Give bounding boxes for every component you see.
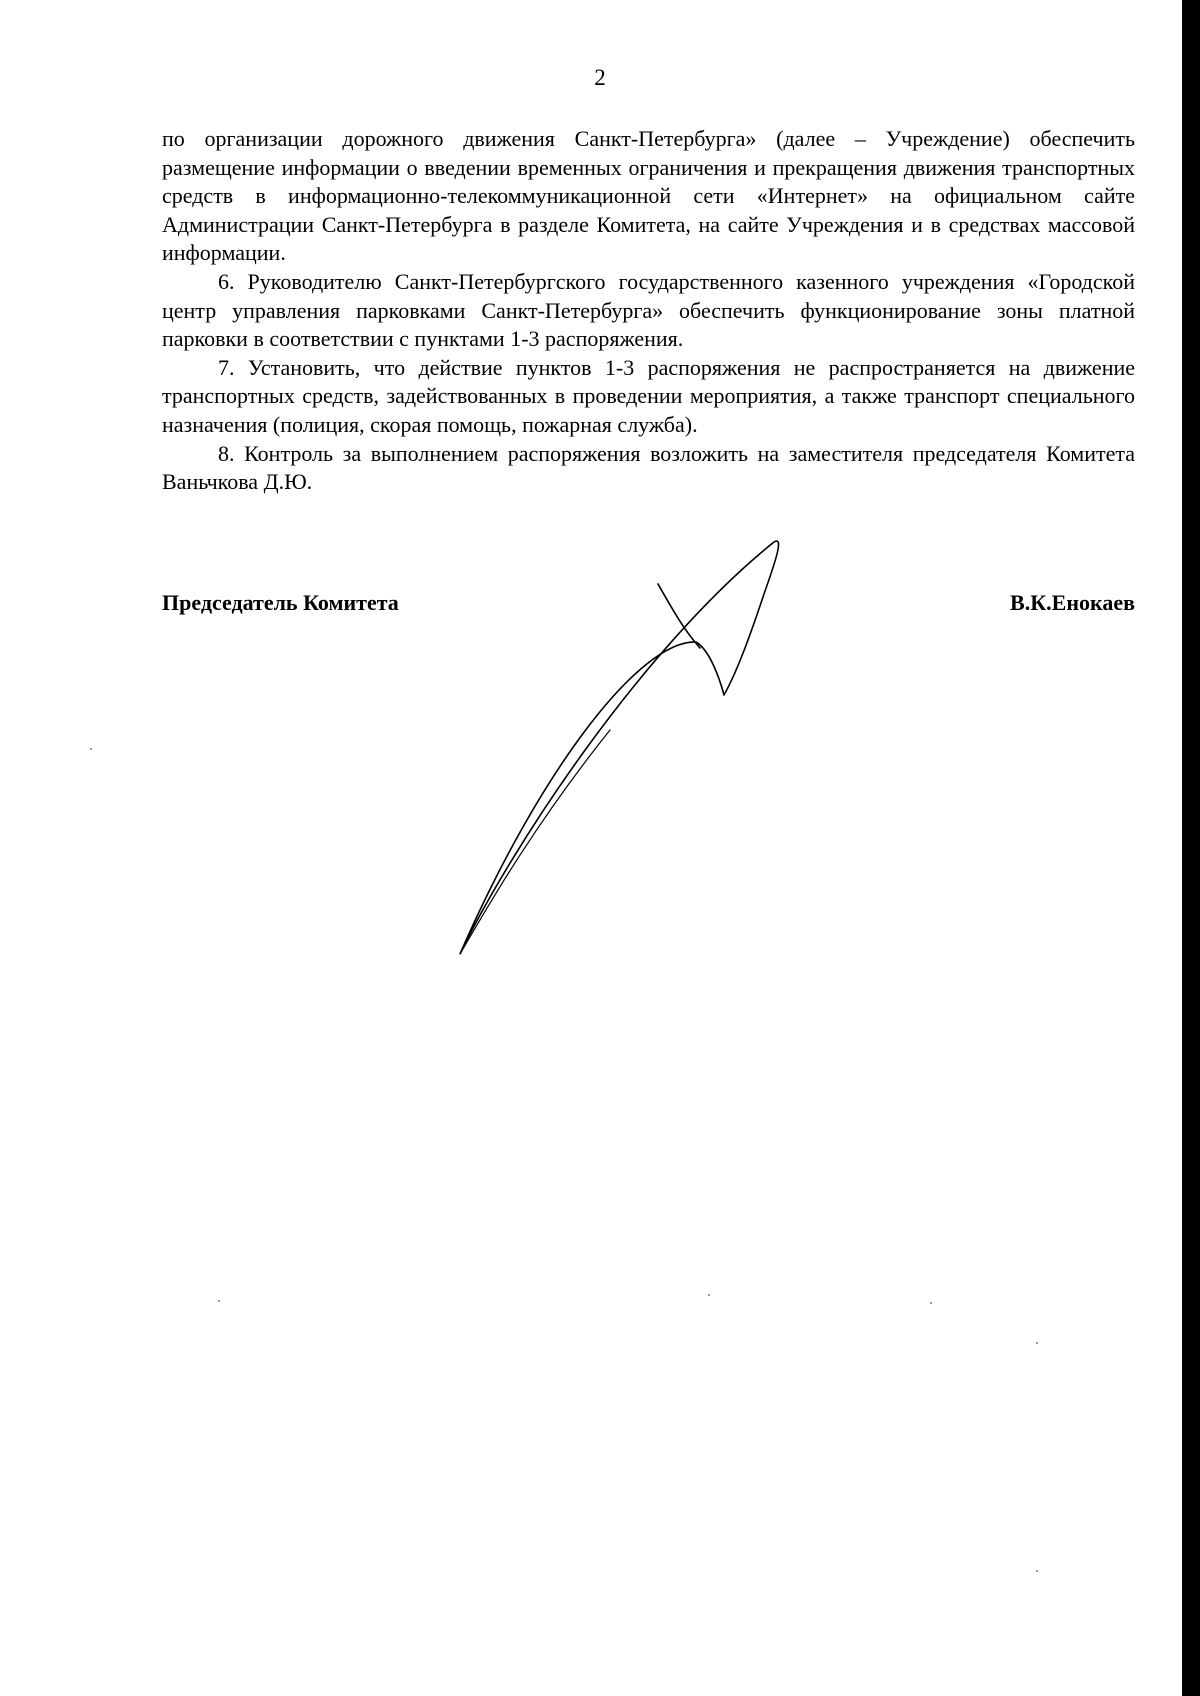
scan-speck xyxy=(1036,1570,1038,1572)
scan-speck xyxy=(1036,1342,1038,1344)
scan-speck xyxy=(708,1294,710,1296)
signatory-title: Председатель Комитета xyxy=(162,590,399,615)
signatory-name: В.К.Енокаев xyxy=(1010,590,1135,615)
paragraph-item-8: 8. Контроль за выполнением распоряжения возложить на заместителя председателя Комитета Ваньчкова Д.Ю. xyxy=(162,440,1135,495)
document-body xyxy=(162,125,1135,497)
scan-speck xyxy=(930,1302,932,1304)
paragraph-item-7: 7. Установить, что действие пунктов 1-3 распоряжения не распространяется на движение транспортных средств, задействованных в проведении мероприятия, а также транспорт специального назначения (полиция, скорая помощь, пожарная служба). xyxy=(162,354,1135,437)
scan-speck xyxy=(90,748,92,750)
scan-edge xyxy=(1182,0,1200,1696)
paragraph-item-6: 6. Руководителю Санкт-Петербургского государственного казенного учреждения «Городской центр управления парковками Санкт-Петербурга» обеспечить функционирование зоны платной парковки в соответствии с пунктами 1-3 распоряжения. xyxy=(162,268,1135,352)
paragraph-continuation: по организации дорожного движения Санкт-Петербурга» (далее – Учреждение) обеспечить размещение информации о введении временных ограничения и прекращения движения транспортных средств в информационно-телекоммуникационной сети «Интернет» на официальном сайте Администрации Санкт-Петербурга в разделе Комитета, на сайте Учреждения и в средствах массовой информации. xyxy=(162,126,1135,266)
handwritten-signature xyxy=(440,530,800,970)
scan-speck xyxy=(218,1300,220,1302)
page-number: 2 xyxy=(594,65,606,90)
